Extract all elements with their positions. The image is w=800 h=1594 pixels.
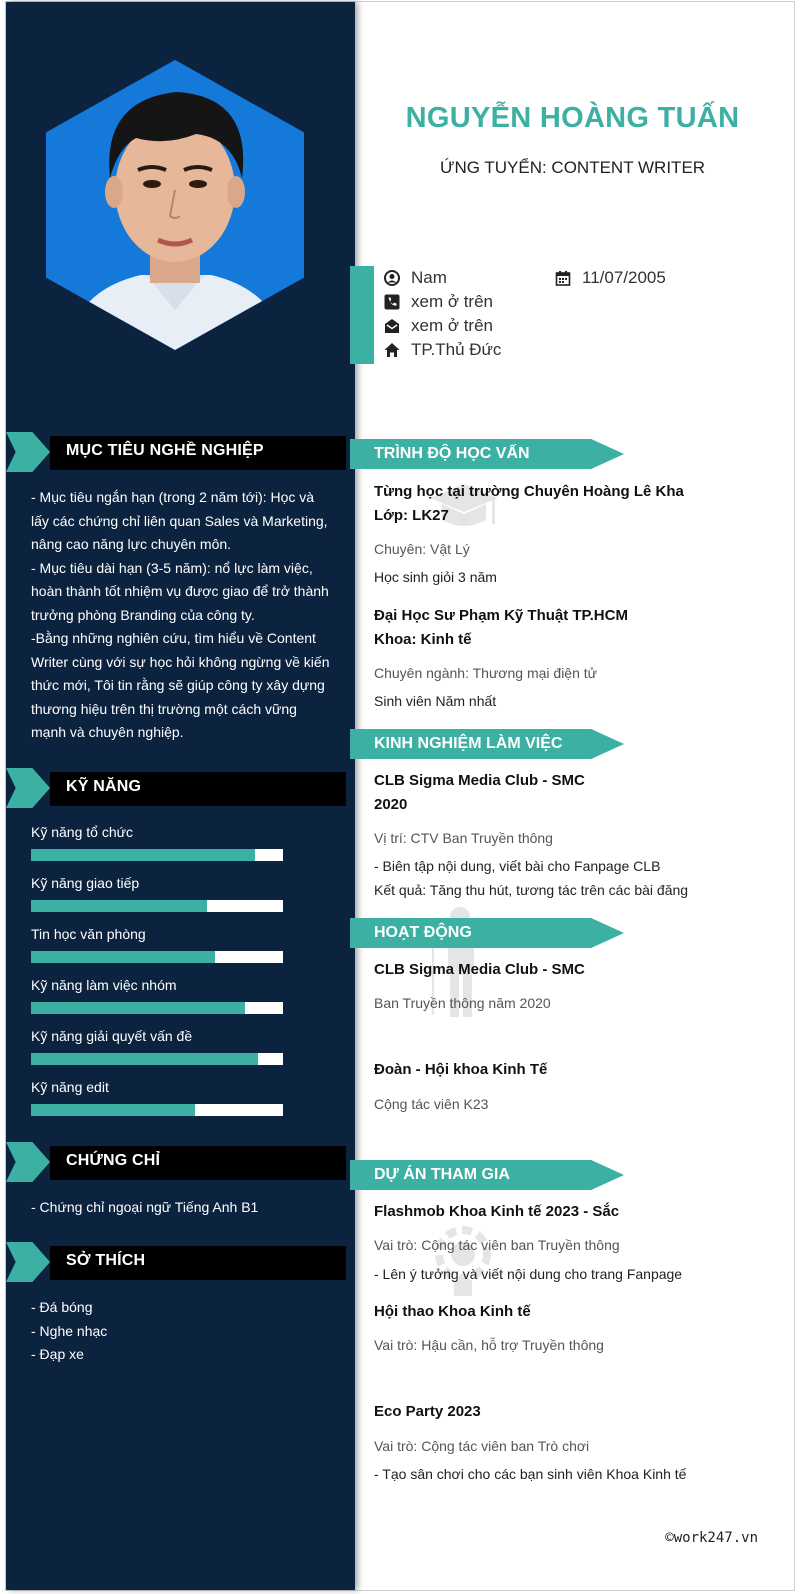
skill-bar-track <box>31 951 283 963</box>
certificates-list <box>31 1196 331 1220</box>
activity-org: CLB Sigma Media Club - SMC <box>374 961 585 978</box>
certificates-title: CHỨNG CHỈ <box>66 1152 161 1169</box>
activities-header <box>350 918 624 948</box>
skill-label: Kỹ năng giao tiếp <box>31 875 140 891</box>
applied-position: ỨNG TUYỂN: CONTENT WRITER <box>439 158 706 177</box>
activity-desc: Cộng tác viên K23 <box>374 1096 489 1112</box>
project-detail: - Tạo sân chơi cho các bạn sinh viên Khoa Kinh tế <box>374 1466 687 1482</box>
certificates-header <box>6 1142 346 1182</box>
skill-label: Tin học văn phòng <box>31 926 146 942</box>
education-note: Sinh viên Năm nhất <box>374 693 497 709</box>
phone-row <box>384 292 493 312</box>
projects-header <box>350 1160 624 1190</box>
address-row <box>384 340 501 360</box>
experience-detail: - Biên tập nội dung, viết bài cho Fanpage CLB <box>374 858 661 874</box>
home-icon <box>384 342 400 358</box>
education-note: Học sinh giỏi 3 năm <box>374 569 497 585</box>
objective-line: -Bằng những nghiên cứu, tìm hiểu về Content Writer cùng với sự học hỏi không ngừng về kiến thức mới, Tôi tin rằng sẽ giúp công ty xây dựng thương hiệu trên thị trường một cách vững mạnh và chuyên nghiệp. <box>31 630 330 740</box>
skill-bar-fill <box>31 900 207 912</box>
activity-org: Đoàn - Hội khoa Kinh Tế <box>374 1061 548 1078</box>
hobbies-title: SỞ THÍCH <box>66 1252 146 1269</box>
project-role: Vai trò: Cộng tác viên ban Truyền thông <box>374 1237 620 1253</box>
skill-bar-fill <box>31 1002 245 1014</box>
education-header <box>350 439 624 469</box>
skill-item <box>31 926 283 963</box>
certificate-item: - Chứng chỉ ngoại ngữ Tiếng Anh B1 <box>31 1199 259 1215</box>
project-name: Hội thao Khoa Kinh tế <box>374 1303 531 1320</box>
education-school: Từng học tại trường Chuyên Hoàng Lê Kha <box>374 483 684 500</box>
candidate-name: NGUYỄN HOÀNG TUẤN <box>405 102 740 134</box>
skill-bar-fill <box>31 849 255 861</box>
envelope-open-icon <box>384 318 400 334</box>
objective-line: - Mục tiêu ngắn hạn (trong 2 năm tới): Học và lấy các chứng chỉ liên quan Sales và Marketing, nâng cao năng lực chuyên môn. <box>31 489 328 552</box>
dob-value: 11/07/2005 <box>582 268 666 287</box>
skill-label: Kỹ năng giải quyết vấn đề <box>31 1028 193 1044</box>
skill-bar-track <box>31 1002 283 1014</box>
phone-value: xem ở trên <box>411 292 494 311</box>
gender-value: Nam <box>411 268 447 287</box>
skill-bar-track <box>31 849 283 861</box>
experience-role: Vị trí: CTV Ban Truyền thông <box>374 830 553 846</box>
projects-title: DỰ ÁN THAM GIA <box>374 1166 510 1183</box>
skill-item <box>31 1079 283 1116</box>
education-class: Lớp: LK27 <box>374 507 449 524</box>
education-major: Chuyên: Vật Lý <box>374 541 470 557</box>
project-name: Flashmob Khoa Kinh tế 2023 - Sắc <box>374 1203 620 1220</box>
skills-title: KỸ NĂNG <box>66 778 142 795</box>
hobbies-header <box>6 1242 346 1282</box>
calendar-icon <box>555 270 571 286</box>
skills-header <box>6 768 346 808</box>
experience-detail: Kết quả: Tăng thu hút, tương tác trên các bài đăng <box>374 882 689 898</box>
skill-item <box>31 1028 283 1065</box>
skill-item <box>31 977 283 1014</box>
dob-row <box>555 268 666 288</box>
skill-bar-track <box>31 900 283 912</box>
skill-item <box>31 875 283 912</box>
hobby-item: - Đá bóng <box>31 1299 93 1315</box>
experience-title: KINH NGHIỆM LÀM VIỆC <box>374 735 563 752</box>
education-major: Chuyên ngành: Thương mại điện tử <box>374 665 598 681</box>
experience-org: CLB Sigma Media Club - SMC <box>374 772 585 789</box>
gender-row <box>384 268 447 288</box>
experience-header <box>350 729 624 759</box>
project-role: Vai trò: Hậu cần, hỗ trợ Truyền thông <box>374 1337 604 1353</box>
email-row <box>384 316 493 336</box>
objective-header <box>6 432 346 472</box>
experience-year: 2020 <box>374 796 408 813</box>
skill-bar-track <box>31 1053 283 1065</box>
skill-label: Kỹ năng làm việc nhóm <box>31 977 177 993</box>
objective-line: - Mục tiêu dài hạn (3-5 năm): nổ lực làm việc, hoàn thành tốt nhiệm vụ được giao để trở thành trưởng phòng Branding của công ty. <box>31 559 329 623</box>
email-value: xem ở trên <box>411 316 494 335</box>
footer-brand: ©work247.vn <box>665 1530 758 1546</box>
objective-title: MỤC TIÊU NGHỀ NGHIỆP <box>66 442 264 459</box>
objective-text <box>31 486 331 745</box>
skill-label: Kỹ năng edit <box>31 1079 109 1095</box>
education-title: TRÌNH ĐỘ HỌC VẤN <box>374 445 530 462</box>
project-detail: - Lên ý tưởng và viết nội dung cho trang Fanpage <box>374 1266 683 1282</box>
project-role: Vai trò: Cộng tác viên ban Trò chơi <box>374 1438 590 1454</box>
hobby-item: - Nghe nhạc <box>31 1322 108 1339</box>
skill-bar-fill <box>31 1104 195 1116</box>
skill-label: Kỹ năng tổ chức <box>31 824 133 840</box>
skill-bar-track <box>31 1104 283 1116</box>
skill-bar-fill <box>31 1053 258 1065</box>
education-school: Đại Học Sư Phạm Kỹ Thuật TP.HCM <box>374 607 628 624</box>
info-accent-bar <box>350 266 374 364</box>
project-name: Eco Party 2023 <box>374 1403 481 1420</box>
skill-item <box>31 824 283 861</box>
skill-bar-fill <box>31 951 215 963</box>
address-value: TP.Thủ Đức <box>411 340 502 359</box>
activity-desc: Ban Truyền thông năm 2020 <box>374 995 551 1011</box>
activities-title: HOẠT ĐỘNG <box>374 924 472 941</box>
user-circle-icon <box>384 270 400 286</box>
hobby-item: - Đạp xe <box>31 1346 84 1362</box>
hobbies-list <box>31 1296 331 1367</box>
phone-icon <box>384 294 400 310</box>
education-class: Khoa: Kinh tế <box>374 631 472 648</box>
